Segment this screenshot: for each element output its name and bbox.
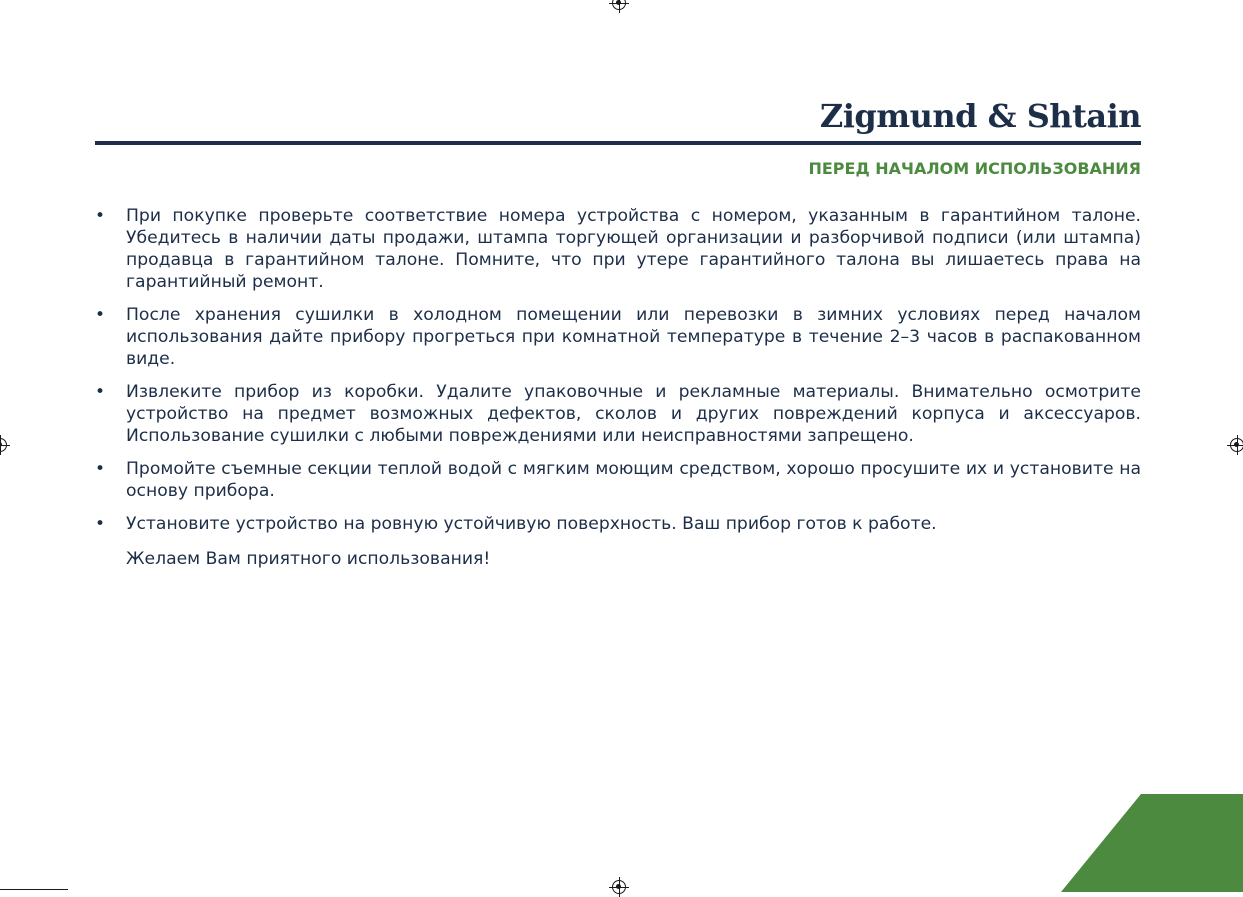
list-item bbox=[95, 304, 1141, 370]
list-item bbox=[95, 381, 1141, 447]
bullet-icon: • bbox=[95, 514, 106, 534]
list-item-text: Установите устройство на ровную устойчивую поверхность. Ваш прибор готов к работе. bbox=[126, 514, 937, 534]
list-item bbox=[95, 513, 1141, 535]
bullet-icon: • bbox=[95, 382, 106, 402]
closing-text: Желаем Вам приятного использования! bbox=[126, 549, 491, 569]
brand-logo: Zigmund & Shtain bbox=[819, 97, 1141, 135]
registration-mark-top-icon bbox=[612, 0, 626, 10]
header-rule bbox=[95, 141, 1141, 145]
list-item-text: После хранения сушилки в холодном помещении или перевозки в зимних условиях перед началом использования дайте прибору прогреться при комнатной температуре в течение 2–3 часов в распакованном виде. bbox=[126, 305, 1141, 369]
list-item-text: При покупке проверьте соответствие номера устройства с номером, указанным в гарантийном талоне. Убедитесь в наличии даты продажи, штампа торгующей организации и разборчивой подписи (или штампа) продавца в гарантийном талоне. Помните, что при утере гарантийного талона вы лишаетесь права на гарантийный ремонт. bbox=[126, 206, 1141, 292]
instruction-list bbox=[95, 205, 1141, 546]
bullet-icon: • bbox=[95, 206, 106, 226]
bullet-icon: • bbox=[95, 459, 106, 479]
crop-line bbox=[0, 889, 68, 890]
section-title: ПЕРЕД НАЧАЛОМ ИСПОЛЬЗОВАНИЯ bbox=[808, 159, 1141, 178]
list-item bbox=[95, 205, 1141, 293]
corner-decoration bbox=[1061, 794, 1243, 892]
bullet-icon: • bbox=[95, 305, 106, 325]
list-item bbox=[95, 458, 1141, 502]
registration-mark-left-icon bbox=[0, 438, 7, 452]
list-item-text: Извлеките прибор из коробки. Удалите упаковочные и рекламные материалы. Внимательно осмотрите устройство на предмет возможных дефектов, сколов и других повреждений корпуса и аксессуаров. Использование сушилки с любыми повреждениями или неисправностями запрещено. bbox=[126, 382, 1141, 446]
list-item-text: Промойте съемные секции теплой водой с мягким моющим средством, хорошо просушите их и установите на основу прибора. bbox=[126, 459, 1141, 501]
registration-mark-right-icon bbox=[1230, 438, 1243, 452]
